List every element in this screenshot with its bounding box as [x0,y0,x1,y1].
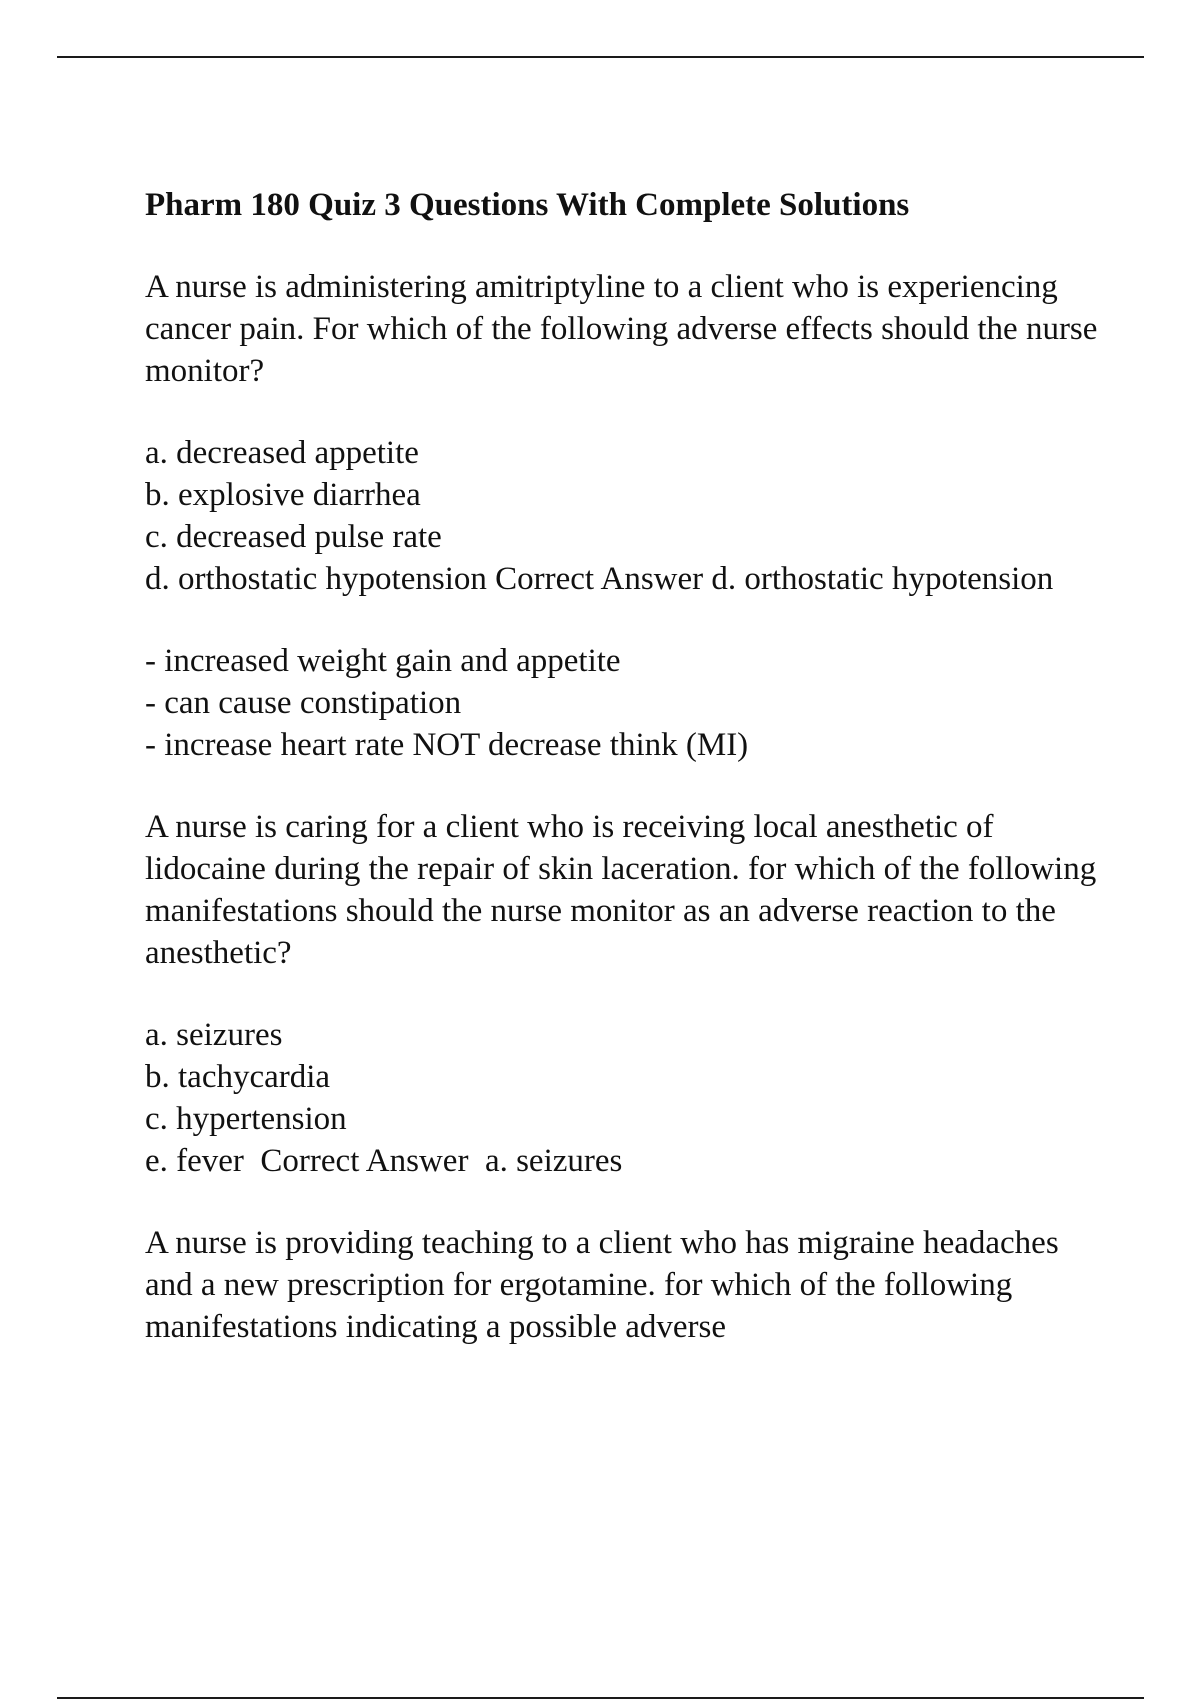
question-2-option-e-answer: e. fever Correct Answer a. seizures [145,1143,623,1179]
question-2-option-a: a. seizures [145,1017,283,1053]
question-2-options [145,1014,1105,1182]
question-2-text: A nurse is caring for a client who is receiving local anesthetic of lidocaine during the repair of skin laceration. for which of the following manifestations should the nurse monitor as an adverse reaction to the anesthetic? [145,809,1097,971]
question-1-block [145,266,1105,392]
question-1-text: A nurse is administering amitriptyline to a client who is experiencing cancer pain. For which of the following adverse effects should the nurse monitor? [145,269,1098,389]
question-2-block [145,806,1105,974]
question-3-block [145,1222,1105,1348]
question-1-option-c: c. decreased pulse rate [145,519,442,555]
question-1-options [145,432,1105,600]
header-rule [57,56,1144,58]
question-3-text: A nurse is providing teaching to a client who has migraine headaches and a new prescription for ergotamine. for which of the following manifestations indicating a possible adverse [145,1225,1059,1345]
question-1-note-3: - increase heart rate NOT decrease think (MI) [145,727,749,763]
question-1-option-a: a. decreased appetite [145,435,419,471]
document-title: Pharm 180 Quiz 3 Questions With Complete Solutions [145,187,910,223]
document-body [145,184,1105,1388]
question-1-option-b: b. explosive diarrhea [145,477,421,513]
footer-rule [57,1697,1144,1699]
question-1-note-2: - can cause constipation [145,685,462,721]
question-2-option-b: b. tachycardia [145,1059,331,1095]
question-1-note-1: - increased weight gain and appetite [145,643,621,679]
question-2-option-c: c. hypertension [145,1101,347,1137]
question-1-notes [145,640,1105,766]
question-1-option-d-answer: d. orthostatic hypotension Correct Answer d. orthostatic hypotension [145,561,1054,597]
